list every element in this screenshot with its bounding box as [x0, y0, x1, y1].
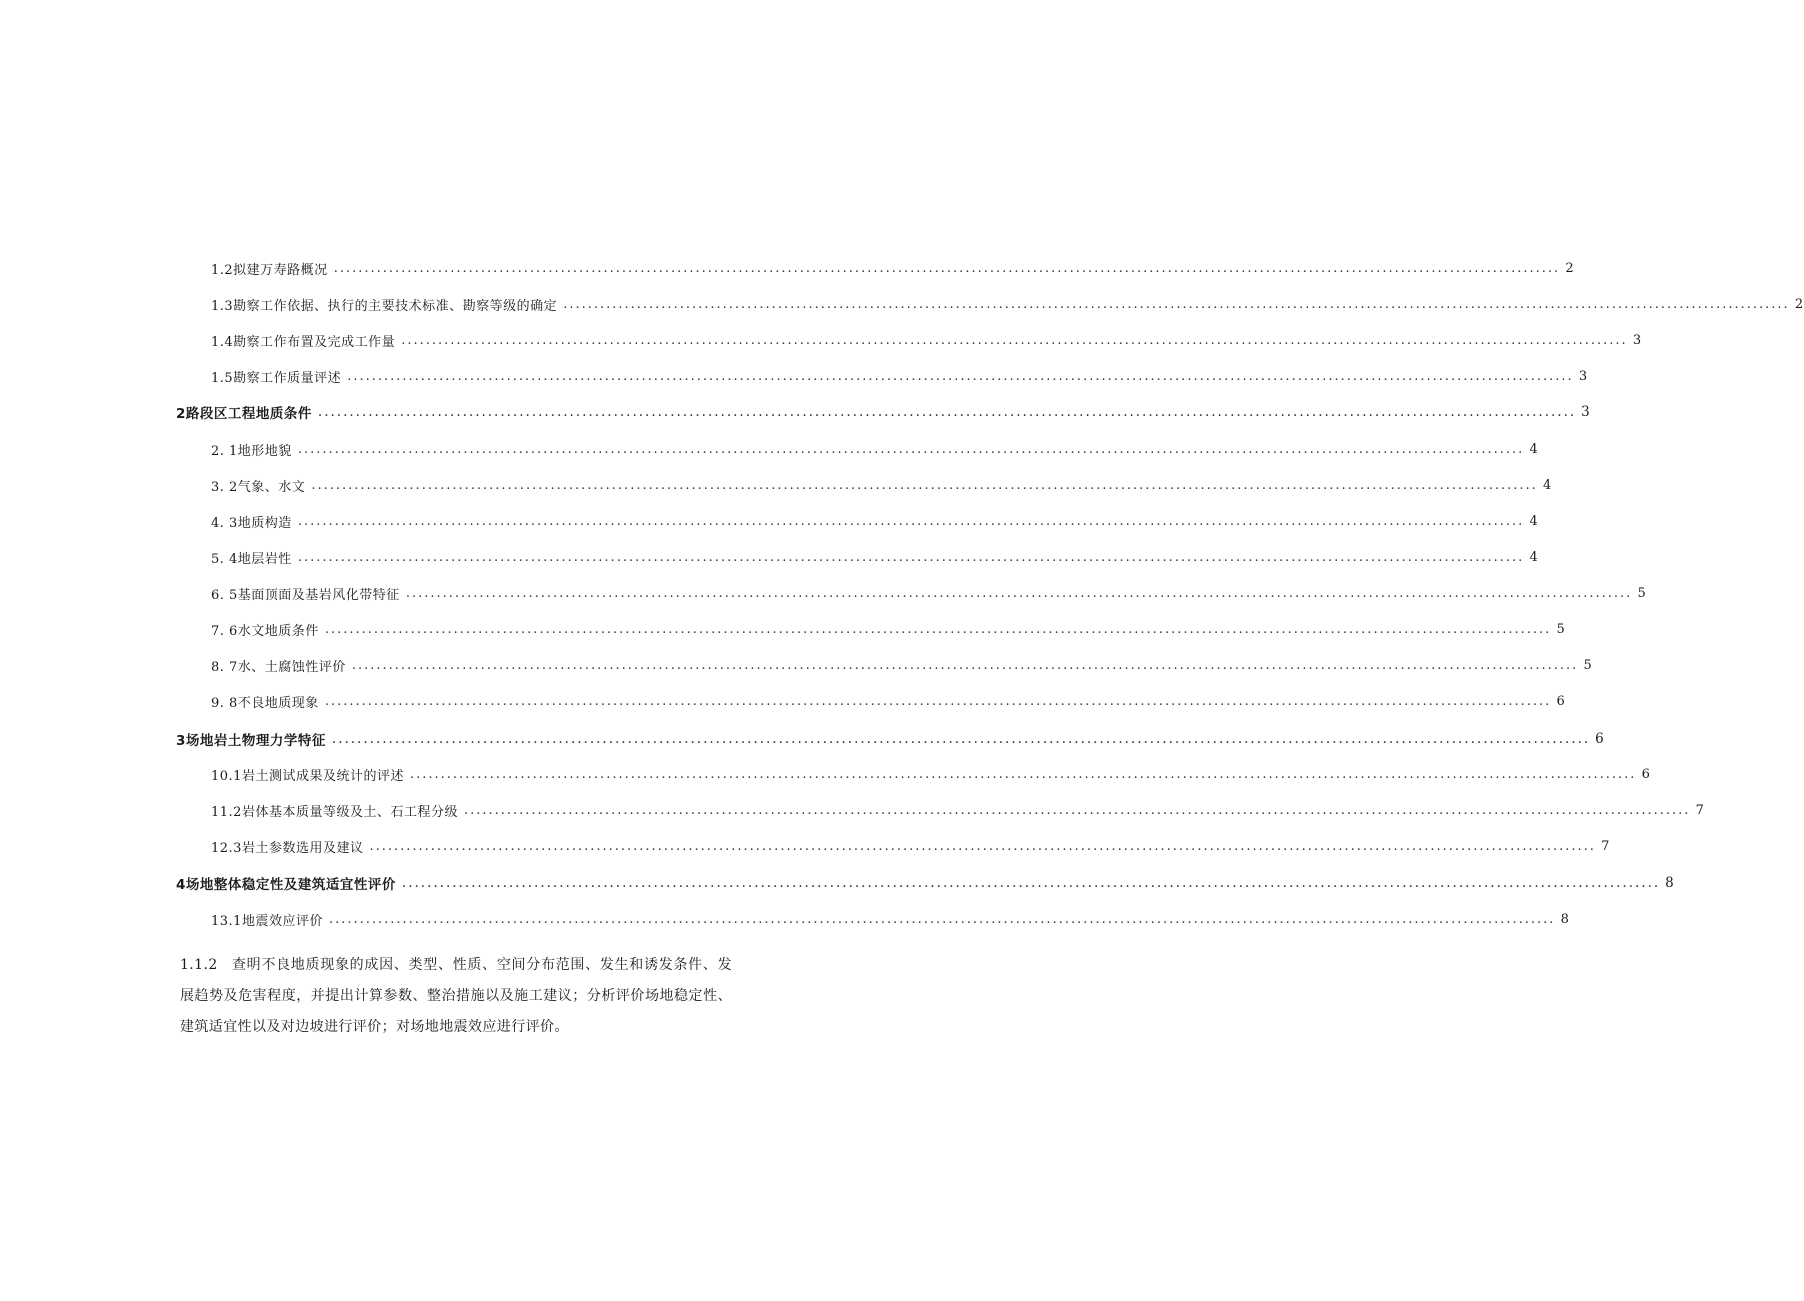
- toc-page-number: 3: [1578, 368, 1588, 384]
- toc-leader-dots: ........................................................................................................................................................................................................: [347, 368, 1574, 384]
- toc-leader-dots: ........................................................................................................................................................................................................: [463, 802, 1691, 818]
- toc-leader-dots: ........................................................................................................................................................................................................: [328, 911, 1556, 927]
- toc-leader-dots: ........................................................................................................................................................................................................: [563, 296, 1790, 312]
- toc-leader-dots: ........................................................................................................................................................................................................: [324, 621, 1552, 637]
- toc-leader-dots: ........................................................................................................................................................................................................: [297, 513, 1525, 529]
- toc-leader-dots: ........................................................................................................................................................................................................: [409, 766, 1637, 782]
- toc-section-entry[interactable]: [0, 617, 1566, 641]
- toc-section-entry[interactable]: [0, 292, 1804, 316]
- toc-leader-dots: ........................................................................................................................................................................................................: [401, 332, 1628, 348]
- toc-entry-label: 7. 6水文地质条件: [211, 623, 319, 639]
- toc-entry-label: 11.2岩体基本质量等级及土、石工程分级: [211, 804, 458, 820]
- toc-section-entry[interactable]: [0, 473, 1552, 497]
- toc-page-number: 5: [1637, 585, 1647, 601]
- toc-leader-dots: ........................................................................................................................................................................................................: [351, 657, 1579, 673]
- toc-leader-dots: ........................................................................................................................................................................................................: [297, 441, 1525, 457]
- toc-page-number: 7: [1601, 838, 1610, 854]
- toc-section-entry[interactable]: [0, 762, 1651, 786]
- toc-leader-dots: ........................................................................................................................................................................................................: [401, 875, 1661, 891]
- toc-leader-dots: ........................................................................................................................................................................................................: [405, 585, 1633, 601]
- toc-entry-label: 8. 7水、土腐蚀性评价: [211, 659, 346, 675]
- toc-section-entry[interactable]: [0, 545, 1539, 569]
- toc-page-number: 7: [1695, 802, 1705, 818]
- toc-section-entry[interactable]: [0, 509, 1539, 533]
- toc-chapter-entry[interactable]: [0, 400, 1591, 424]
- toc-leader-dots: ........................................................................................................................................................................................................: [331, 731, 1591, 747]
- toc-leader-dots: ........................................................................................................................................................................................................: [324, 693, 1552, 709]
- toc-entry-label: 13.1地震效应评价: [211, 913, 323, 929]
- toc-entry-label: 1.3勘察工作依据、执行的主要技术标准、勘察等级的确定: [211, 298, 558, 314]
- toc-section-entry[interactable]: [0, 907, 1570, 931]
- toc-entry-label: 6. 5基面顶面及基岩风化带特征: [211, 587, 400, 603]
- toc-entry-label: 2路段区工程地质条件: [176, 406, 312, 422]
- toc-leader-dots: ........................................................................................................................................................................................................: [317, 404, 1577, 420]
- toc-page-number: 5: [1583, 657, 1593, 673]
- toc-section-entry[interactable]: [0, 581, 1647, 605]
- toc-section-entry[interactable]: [0, 328, 1642, 352]
- toc-page-number: 2: [1794, 296, 1804, 312]
- toc-entry-label: 1.5勘察工作质量评述: [211, 370, 342, 386]
- toc-page-number: 5: [1556, 621, 1566, 637]
- toc-page-number: 3: [1581, 404, 1591, 420]
- toc-page-number: 4: [1529, 549, 1539, 565]
- toc-page-number: 3: [1632, 332, 1642, 348]
- toc-section-entry[interactable]: [0, 437, 1539, 461]
- toc-page-number: 6: [1556, 693, 1566, 709]
- toc-section-entry[interactable]: [0, 689, 1566, 713]
- paragraph-text: 查明不良地质现象的成因、类型、性质、空间分布范围、发生和诱发条件、发展趋势及危害程度，并提出计算参数、整治措施以及施工建议；分析评价场地稳定性、建筑适宜性以及对边坡进行评价；对场地地震效应进行评价。: [180, 957, 732, 1035]
- toc-page-number: 4: [1543, 477, 1552, 493]
- toc-section-entry[interactable]: [0, 798, 1705, 822]
- toc-entry-label: 4场地整体稳定性及建筑适宜性评价: [176, 877, 396, 893]
- toc-section-entry[interactable]: [0, 834, 1610, 858]
- toc-entry-label: 10.1岩土测试成果及统计的评述: [211, 768, 404, 784]
- toc-entry-label: 12.3岩土参数选用及建议: [211, 840, 364, 856]
- toc-entry-label: 4. 3地质构造: [211, 515, 292, 531]
- toc-page-number: 8: [1560, 911, 1570, 927]
- toc-entry-label: 3场地岩土物理力学特征: [176, 733, 326, 749]
- toc-page-number: 8: [1665, 875, 1675, 891]
- paragraph-number: 1.1.2: [180, 957, 218, 973]
- toc-entry-label: 2. 1地形地貌: [211, 443, 292, 459]
- toc-section-entry[interactable]: [0, 364, 1588, 388]
- toc-leader-dots: ........................................................................................................................................................................................................: [297, 549, 1525, 565]
- toc-entry-label: 1.2拟建万寿路概况: [211, 262, 328, 278]
- toc-leader-dots: ........................................................................................................................................................................................................: [369, 838, 1596, 854]
- toc-chapter-entry[interactable]: [0, 727, 1605, 751]
- toc-entry-label: 3. 2气象、水文: [211, 479, 306, 495]
- toc-section-entry[interactable]: [0, 256, 1575, 280]
- toc-page-number: 4: [1529, 441, 1539, 457]
- toc-leader-dots: ........................................................................................................................................................................................................: [333, 260, 1561, 276]
- body-paragraph: [180, 950, 732, 1043]
- toc-page-number: 6: [1641, 766, 1651, 782]
- toc-section-entry[interactable]: [0, 653, 1593, 677]
- toc-page-number: 2: [1565, 260, 1575, 276]
- toc-page-number: 6: [1595, 731, 1605, 747]
- toc-page-number: 4: [1529, 513, 1539, 529]
- toc-chapter-entry[interactable]: [0, 871, 1675, 895]
- toc-entry-label: 5. 4地层岩性: [211, 551, 292, 567]
- toc-entry-label: 1.4勘察工作布置及完成工作量: [211, 334, 396, 350]
- toc-leader-dots: ........................................................................................................................................................................................................: [311, 477, 1538, 493]
- toc-entry-label: 9. 8不良地质现象: [211, 695, 319, 711]
